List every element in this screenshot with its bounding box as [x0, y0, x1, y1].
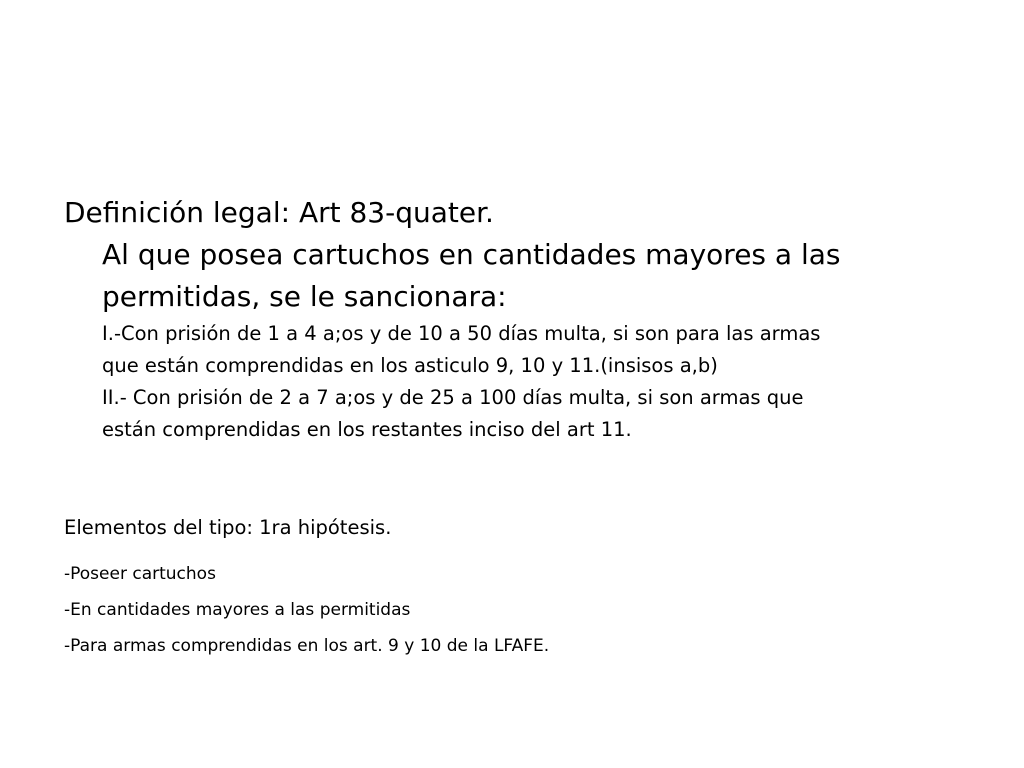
list-item: -En cantidades mayores a las permitidas	[64, 600, 411, 620]
list-item: -Para armas comprendidas en los art. 9 y 10 de la LFAFE.	[64, 636, 550, 656]
clause-1-line: que están comprendidas en los asticulo 9, 10 y 11.(insisos a,b)	[102, 354, 718, 377]
elements-title: Elementos del tipo: 1ra hipótesis.	[64, 516, 392, 539]
clause-1-line: I.-Con prisión de 1 a 4 a;os y de 10 a 50 días multa, si son para las armas	[102, 322, 821, 345]
definition-block	[64, 192, 964, 446]
list-item: -Poseer cartuchos	[64, 564, 216, 584]
definition-content	[64, 234, 964, 446]
definition-heading: Definición legal: Art 83-quater.	[64, 196, 494, 229]
definition-intro-line: Al que posea cartuchos en cantidades mayores a las	[102, 238, 841, 271]
definition-intro-line: permitidas, se le sancionara:	[102, 280, 507, 313]
clause-2-line: están comprendidas en los restantes inciso del art 11.	[102, 418, 632, 441]
elements-list	[64, 556, 549, 664]
clause-2-line: II.- Con prisión de 2 a 7 a;os y de 25 a 100 días multa, si son armas que	[102, 386, 804, 409]
